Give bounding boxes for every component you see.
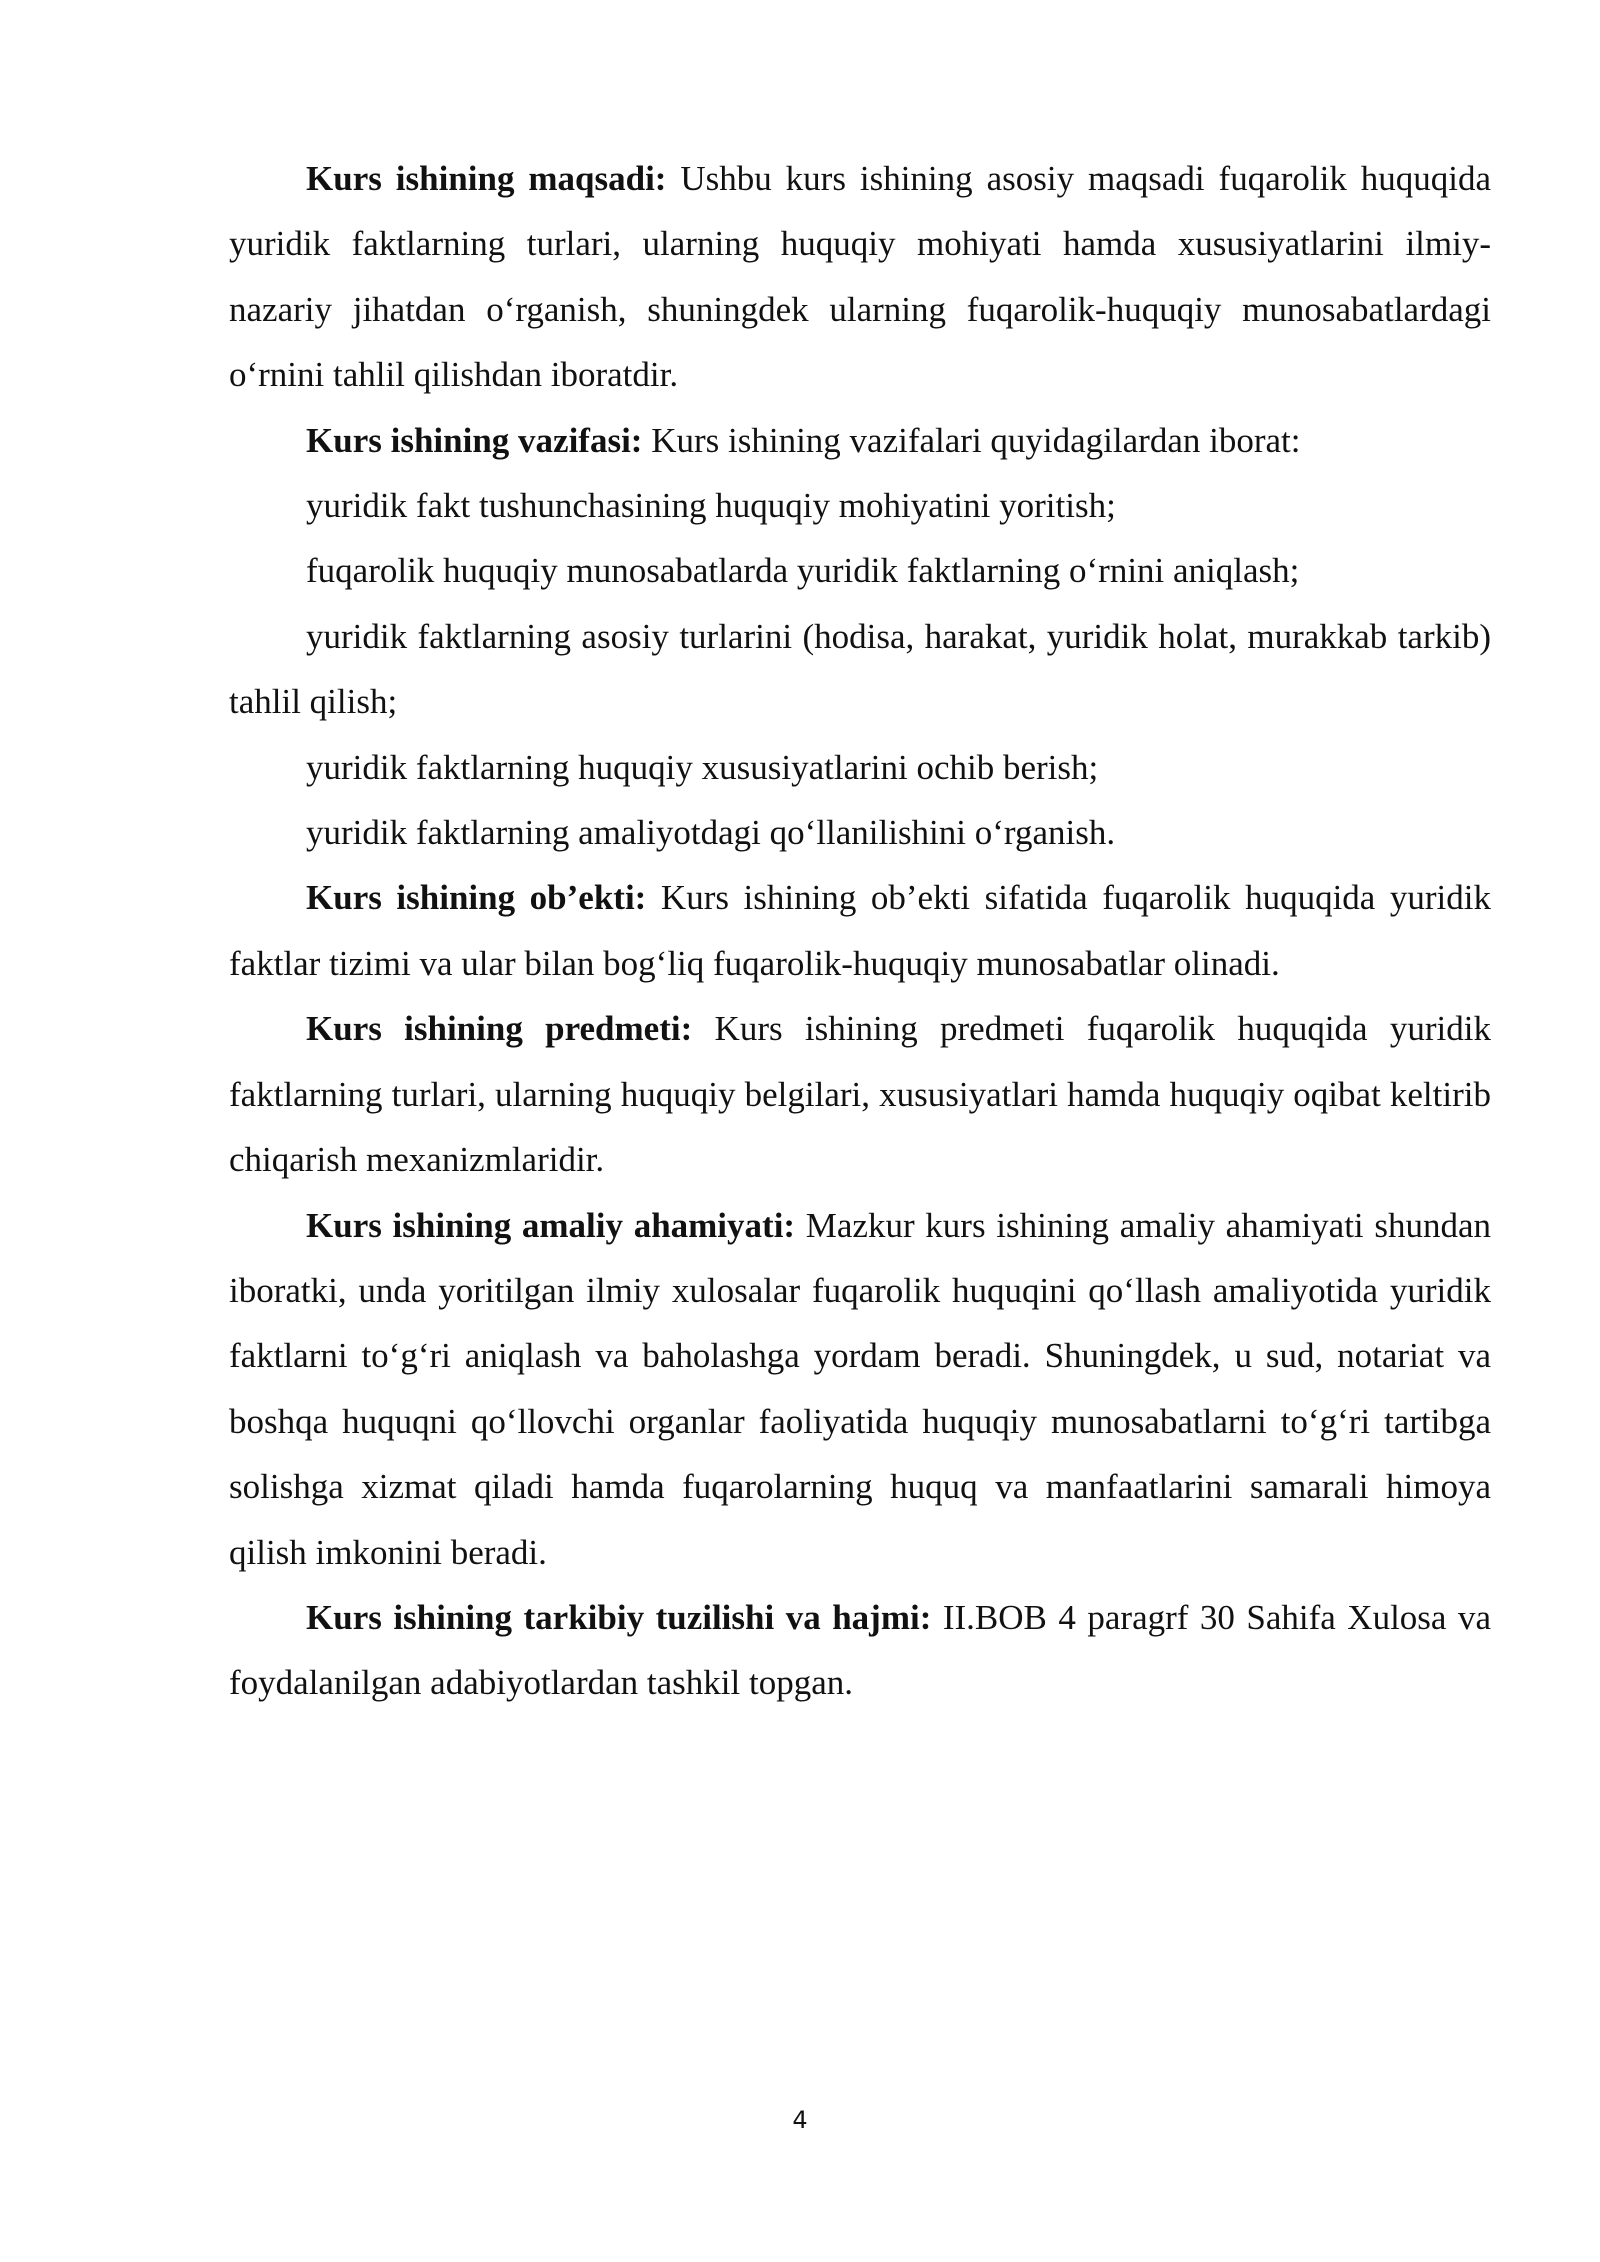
subject-label: Kurs ishining predmeti: [306, 1009, 693, 1049]
object-label: Kurs ishining ob’ekti: [306, 878, 647, 918]
task-item: yuridik fakt tushunchasining huquqiy mohiyatini yoritish; [306, 486, 1116, 526]
paragraph-object [229, 865, 1491, 996]
subject-text: Kurs ishining predmeti fuqarolik huquqida yuridik faktlarning turlari, ularning huquqiy belgilari, xususiyatlari hamda huquqiy oqibat keltirib chiqarish mexanizmlaridir. [229, 1009, 1491, 1180]
task-item: yuridik faktlarning huquqiy xususiyatlarini ochib berish; [306, 747, 1099, 787]
goal-label: Kurs ishining maqsadi: [306, 159, 667, 198]
significance-label: Kurs ishining amaliy ahamiyati: [306, 1205, 796, 1245]
paragraph-subject [229, 996, 1491, 1192]
document-body [229, 146, 1491, 1716]
structure-text: II.BOB 4 paragrf 30 Sahifa Xulosa va foydalanilgan adabiyotlardan tashkil topgan. [229, 1597, 1491, 1703]
goal-text: Ushbu kurs ishining asosiy maqsadi fuqarolik huquqida yuridik faktlarning turlari, ularning huquqiy mohiyati hamda xususiyatlarini ilmiy-nazariy jihatdan o‘rganish, shuningdek ularning fuqarolik-huquqiy munosabatlardagi o‘rnini tahlil qilishdan iboratdir. [229, 159, 1492, 395]
tasks-text: Kurs ishining vazifalari quyidagilardan iborat: [642, 420, 1301, 460]
paragraph-structure [229, 1585, 1491, 1716]
object-text: Kurs ishining ob’ekti sifatida fuqarolik huquqida yuridik faktlar tizimi va ular bilan bog‘liq fuqarolik-huquqiy munosabatlar olinadi. [229, 878, 1491, 983]
significance-text: Mazkur kurs ishining amaliy ahamiyati shundan iboratki, unda yoritilgan ilmiy xulosalar fuqarolik huquqini qo‘llash amaliyotida yuridik faktlarni to‘g‘ri aniqlash va baholashga yordam beradi. Shuningdek, u sud, notariat va boshqa huquqni qo‘llovchi organlar faoliyatida huquqiy munosabatlarni to‘g‘ri tartibga solishga xizmat qiladi hamda fuqarolarning huquq va manfaatlarini samarali himoya qilish imkonini beradi. [229, 1205, 1491, 1572]
page-number: 4 [792, 2106, 808, 2134]
task-item: yuridik faktlarning amaliyotdagi qo‘llanilishini o‘rganish. [306, 813, 1116, 853]
task-item: fuqarolik huquqiy munosabatlarda yuridik faktlarning o‘rnini aniqlash; [306, 551, 1300, 591]
structure-label: Kurs ishining tarkibiy tuzilishi va hajmi: [306, 1597, 932, 1637]
task-item: yuridik faktlarning asosiy turlarini (hodisa, harakat, yuridik holat, murakkab tarkib) tahlil qilish; [229, 616, 1491, 722]
paragraph-tasks [229, 408, 1491, 473]
tasks-label: Kurs ishining vazifasi: [306, 420, 643, 460]
paragraph-significance [229, 1193, 1491, 1585]
paragraph-goal [229, 146, 1491, 408]
